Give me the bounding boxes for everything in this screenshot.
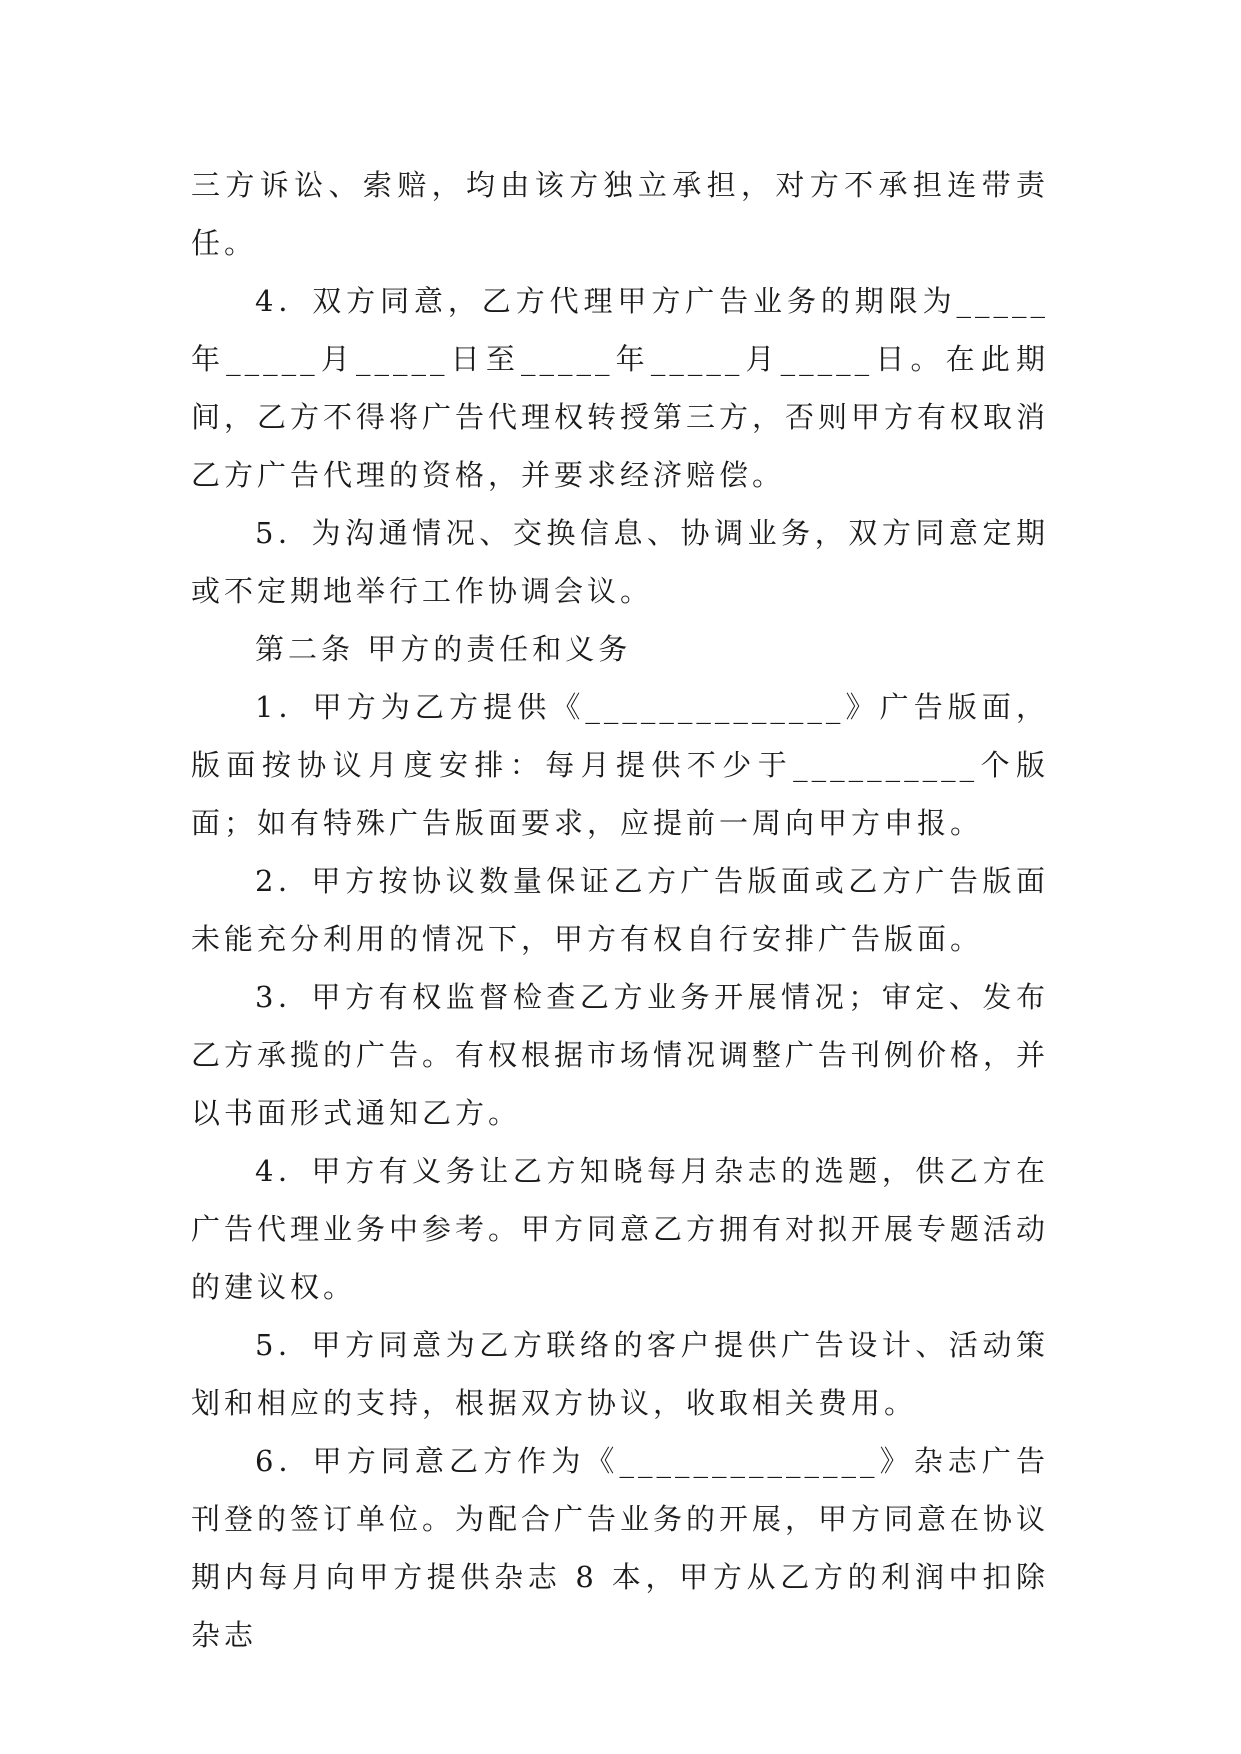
paragraph-clause-4-term: 4．双方同意，乙方代理甲方广告业务的期限为_____年_____月_____日至_____年_____月_____日。在此期间，乙方不得将广告代理权转授第三方，否则甲方有权取消乙方广告代理的资格，并要求经济赔偿。 [191,284,1050,492]
paragraph-article2-item-6: 6．甲方同意乙方作为《______________》杂志广告刊登的签订单位。为配合广告业务的开展，甲方同意在协议期内每月向甲方提供杂志 8 本，甲方从乙方的利润中扣除杂志 [191,1444,1050,1652]
paragraph-article2-item-1: 1．甲方为乙方提供《______________》广告版面，版面按协议月度安排：每月提供不少于__________个版面；如有特殊广告版面要求，应提前一周向甲方申报。 [191,690,1049,840]
paragraph-article2-item-4: 4．甲方有义务让乙方知晓每月杂志的选题，供乙方在广告代理业务中参考。甲方同意乙方拥有对拟开展专题活动的建议权。 [191,1154,1050,1304]
section-heading-article-2: 第二条 甲方的责任和义务 [255,632,632,666]
paragraph-article2-item-3: 3．甲方有权监督检查乙方业务开展情况；审定、发布乙方承揽的广告。有权根据市场情况调整广告刊例价格，并以书面形式通知乙方。 [191,980,1050,1130]
paragraph-article2-item-5: 5．甲方同意为乙方联络的客户提供广告设计、活动策划和相应的支持，根据双方协议，收取相关费用。 [191,1328,1049,1420]
paragraph-clause-5-meetings: 5．为沟通情况、交换信息、协调业务，双方同意定期或不定期地举行工作协调会议。 [191,516,1049,608]
paragraph-continuation: 三方诉讼、索赔，均由该方独立承担，对方不承担连带责任。 [191,168,1049,260]
document-body [191,156,1049,1664]
paragraph-article2-item-2: 2．甲方按协议数量保证乙方广告版面或乙方广告版面未能充分利用的情况下，甲方有权自行安排广告版面。 [191,864,1049,956]
